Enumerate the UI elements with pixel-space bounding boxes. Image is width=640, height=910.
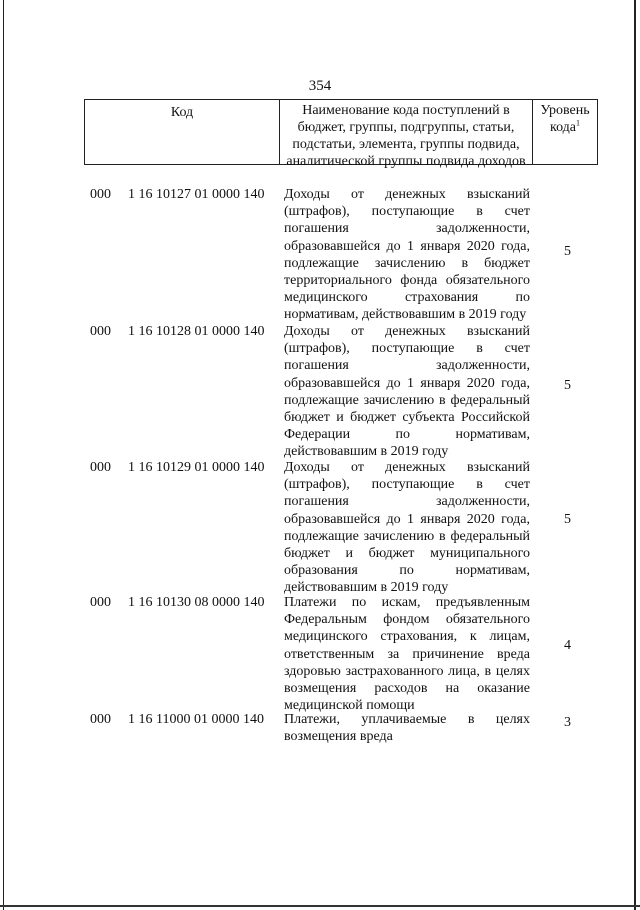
header-level-label: Уровень кода [540, 103, 590, 135]
row-prefix: 000 [90, 460, 111, 475]
table-header [84, 99, 598, 169]
page-number: 354 [308, 78, 332, 94]
row-prefix: 000 [90, 595, 111, 610]
row-text: Доходы от денежных взысканий (штрафов), поступающие в счет погашения задолженности, образовавшейся до 1 января 2020 года, подлежащие зачислению в федеральный бюджет и бюджет субъекта Российской Федерации по нормативам, действовавшим в 2019 году [284, 324, 530, 460]
row-level: 4 [564, 638, 571, 653]
row-prefix: 000 [90, 712, 111, 727]
row-level: 5 [564, 378, 571, 393]
row-text: Доходы от денежных взысканий (штрафов), поступающие в счет погашения задолженности, образовавшейся до 1 января 2020 года, подлежащие зачислению в федеральный бюджет и бюджет муниципального образования по нормативам, действовавшим в 2019 году [284, 460, 530, 596]
row-text: Платежи, уплачиваемые в целях возмещения вреда [284, 712, 530, 745]
row-text: Доходы от денежных взысканий (штрафов), поступающие в счет погашения задолженности, образовавшейся до 1 января 2020 года, подлежащие зачислению в бюджет территориального фонда обязательного медицинского страхования по нормативам, действовавшим в 2019 году [284, 187, 530, 323]
row-text: Платежи по искам, предъявленным Федеральным фондом обязательного медицинского страхования, к лицам, ответственным за причинение вреда здоровью застрахованного лица, в целях возмещения расходов на оказание медицинской помощи [284, 595, 530, 714]
row-code: 1 16 11000 01 0000 140 [128, 712, 264, 727]
row-prefix: 000 [90, 187, 111, 202]
header-name: Наименование кода поступлений в бюджет, группы, подгруппы, статьи, подстатьи, элемента, группы подвида, аналитической группы подвида доходов [280, 100, 533, 164]
header-code: Код [85, 100, 280, 164]
row-level: 5 [564, 512, 571, 527]
row-code: 1 16 10130 08 0000 140 [128, 595, 265, 610]
row-level: 3 [564, 715, 571, 730]
page-edge-right [634, 0, 636, 910]
header-level-footnote: 1 [576, 118, 581, 128]
row-code: 1 16 10129 01 0000 140 [128, 460, 265, 475]
row-code: 1 16 10127 01 0000 140 [128, 187, 265, 202]
row-code: 1 16 10128 01 0000 140 [128, 324, 265, 339]
row-prefix: 000 [90, 324, 111, 339]
page-edge-bottom [0, 905, 640, 907]
page-edge-left [3, 0, 4, 910]
header-level [533, 100, 597, 164]
row-level: 5 [564, 244, 571, 259]
